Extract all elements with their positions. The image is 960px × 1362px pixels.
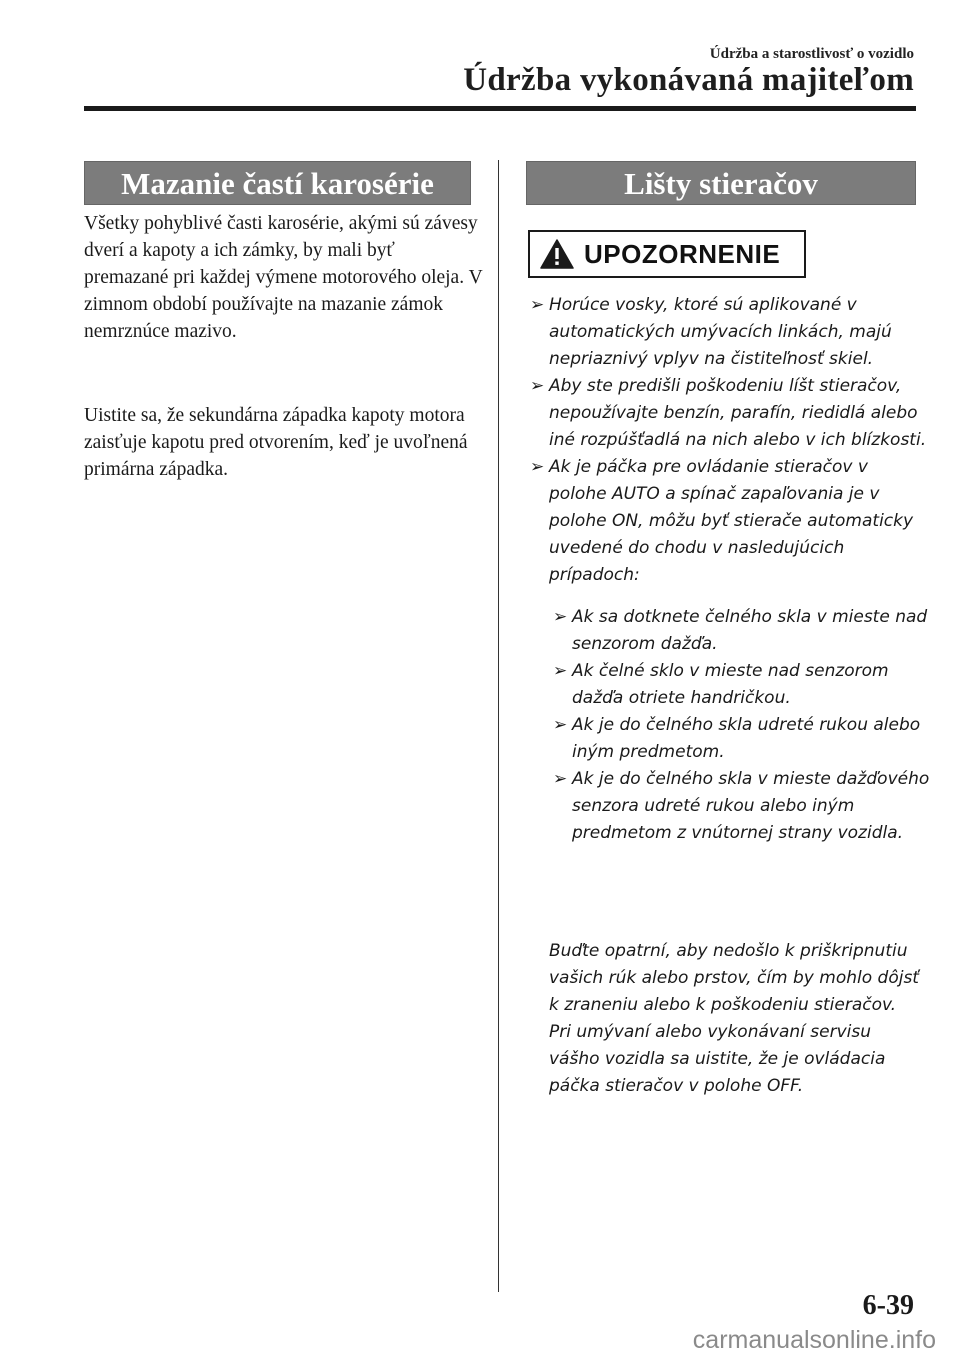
section-heading-lubrication: Mazanie častí karosérie: [84, 161, 471, 205]
warning-triangle-icon: [540, 239, 574, 269]
arrow-bullet-icon: ➢: [530, 457, 545, 477]
arrow-bullet-icon: ➢: [553, 769, 568, 789]
arrow-bullet-icon: ➢: [553, 607, 568, 627]
sub-list-item: ➢ Ak sa dotknete čelného skla v mieste nad senzorom dažďa.: [553, 604, 932, 658]
column-divider: [498, 160, 499, 1292]
warning-bullet-list: [530, 292, 930, 847]
closing-paragraph: Buďte opatrní, aby nedošlo k priškripnutiu vašich rúk alebo prstov, čím by mohlo dôjsť k zraneniu alebo k poškodeniu stieračov. Pri umývaní alebo vykonávaní servisu vášho vozidla sa uistite, že je ovládacia páčka stieračov v polohe OFF.: [549, 941, 919, 1096]
warning-box: [528, 230, 806, 278]
page-number: 6-39: [862, 1290, 914, 1321]
list-item: ➢ Ak je páčka pre ovládanie stieračov v polohe AUTO a spínač zapaľovania je v polohe ON, môžu byť stierače automaticky uvedené do chodu v nasledujúcich prípadoch:: [530, 454, 930, 589]
list-item: ➢ Aby ste predišli poškodeniu líšt stieračov, nepoužívajte benzín, parafín, riedidlá alebo iné rozpúšťadlá na nich alebo v ich blízkosti.: [530, 373, 930, 454]
arrow-bullet-icon: ➢: [553, 715, 568, 735]
sub-list-item: ➢ Ak je do čelného skla udreté rukou alebo iným predmetom.: [553, 712, 932, 766]
sub-list-item: ➢ Ak čelné sklo v mieste nad senzorom dažďa otriete handričkou.: [553, 658, 932, 712]
watermark: carmanualsonline.info: [692, 1326, 936, 1354]
arrow-bullet-icon: ➢: [553, 661, 568, 681]
lubrication-paragraph-1: Všetky pohyblivé časti karosérie, akými sú závesy dverí a kapoty a ich zámky, by mali byť premazané pri každej výmene motorového oleja. V zimnom období používajte na mazanie zámok nemrznúce mazivo.: [84, 213, 483, 342]
section-heading-wiper-blades: Lišty stieračov: [526, 161, 916, 205]
chapter-title: Údržba a starostlivosť o vozidlo: [709, 46, 914, 62]
header-rule: [84, 106, 916, 111]
list-item: ➢ Horúce vosky, ktoré sú aplikované v automatických umývacích linkách, majú nepriaznivý vplyv na čistiteľnosť skiel.: [530, 292, 930, 373]
lubrication-paragraph-2: Uistite sa, že sekundárna západka kapoty motora zaisťuje kapotu pred otvorením, keď je uvoľnená primárna západka.: [84, 405, 468, 480]
warning-label: UPOZORNENIE: [584, 238, 781, 269]
arrow-bullet-icon: ➢: [530, 295, 545, 315]
sub-list-item: ➢ Ak je do čelného skla v mieste dažďového senzora udreté rukou alebo iným predmetom z vnútornej strany vozidla.: [553, 766, 932, 847]
page-title: Údržba vykonávaná majiteľom: [463, 62, 914, 98]
arrow-bullet-icon: ➢: [530, 376, 545, 396]
